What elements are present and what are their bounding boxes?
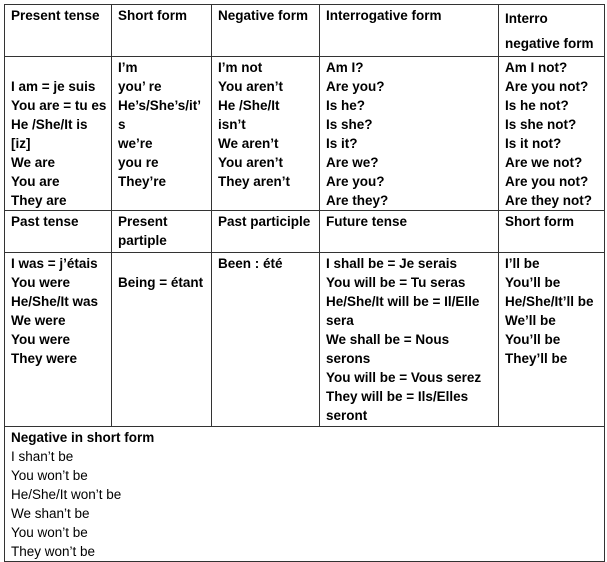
interro-negative-line: Are we not?	[505, 155, 583, 170]
past-line: You were	[11, 275, 71, 290]
present-line: You are = tu es	[11, 98, 107, 113]
header-future-short-form: Short form	[499, 211, 605, 253]
interrogative-line: Is he?	[326, 98, 366, 113]
future-line: They will be = Ils/Elles seront	[326, 389, 469, 423]
interro-negative-line: Is he not?	[505, 98, 569, 113]
negative-short-line: I shan’t be	[11, 449, 74, 464]
short-line: I’m	[118, 60, 138, 75]
future-line: You will be = Tu seras	[326, 275, 466, 290]
header-present-tense: Present tense	[5, 5, 112, 57]
present-line: I am = je suis	[11, 79, 96, 94]
interrogative-line: Are you?	[326, 79, 385, 94]
present-line: You are	[11, 174, 60, 189]
future-tense-cell	[320, 253, 499, 427]
interrogative-line: Is it?	[326, 136, 358, 151]
future-short-form-cell	[499, 253, 605, 427]
future-short-line: He/She/It’ll be	[505, 294, 594, 309]
short-line: you’ re	[118, 79, 162, 94]
present-line: [iz]	[11, 136, 31, 151]
future-short-line: We’ll be	[505, 313, 556, 328]
past-line: We were	[11, 313, 66, 328]
negative-line: I’m not	[218, 60, 263, 75]
negative-line: isn’t	[218, 117, 246, 132]
future-line: He/She/It will be = Il/Elle sera	[326, 294, 480, 328]
interro-negative-line: Are you not?	[505, 174, 589, 189]
header-present-participle: Present partiple	[112, 211, 212, 253]
present-participle-cell: Being = étant	[112, 253, 212, 427]
negative-line: You aren’t	[218, 155, 284, 170]
interrogative-line: Am I?	[326, 60, 364, 75]
tense-row	[5, 253, 605, 427]
interro-negative-line: Am I not?	[505, 60, 568, 75]
negative-short-line: He/She/It won’t be	[11, 487, 122, 502]
negative-line: They aren’t	[218, 174, 291, 189]
short-form-cell	[112, 57, 212, 211]
future-short-line: They’ll be	[505, 351, 568, 366]
future-short-line: You’ll be	[505, 275, 561, 290]
past-line: You were	[11, 332, 71, 347]
header-future-tense: Future tense	[320, 211, 499, 253]
negative-line: You aren’t	[218, 79, 284, 94]
past-tense-cell	[5, 253, 112, 427]
past-participle-cell: Been : été	[212, 253, 320, 427]
header-row-1	[5, 5, 605, 57]
past-line: They were	[11, 351, 78, 366]
short-line: He’s/She’s/it’	[118, 98, 202, 113]
interro-negative-line: Are you not?	[505, 79, 589, 94]
interro-negative-line: Is she not?	[505, 117, 577, 132]
header-past-tense: Past tense	[5, 211, 112, 253]
future-short-line: You’ll be	[505, 332, 561, 347]
interrogative-line: Are they?	[326, 193, 389, 208]
interrogative-form-cell	[320, 57, 499, 211]
short-line: They’re	[118, 174, 167, 189]
negative-short-line: They won’t be	[11, 544, 96, 559]
past-line: I was = j’étais	[11, 256, 98, 271]
future-short-line: I’ll be	[505, 256, 540, 271]
present-line: He /She/It is	[11, 117, 88, 132]
grammar-table	[4, 4, 605, 562]
header-interro-negative-form: Interro negative form	[499, 5, 605, 57]
interrogative-line: Are you?	[326, 174, 385, 189]
present-line: They are	[11, 193, 67, 208]
interro-negative-form-cell	[499, 57, 605, 211]
present-tense-cell	[5, 57, 112, 211]
interrogative-line: Is she?	[326, 117, 373, 132]
short-line: you re	[118, 155, 159, 170]
negative-line: He /She/It	[218, 98, 280, 113]
header-past-participle: Past participle	[212, 211, 320, 253]
header-negative-form: Negative form	[212, 5, 320, 57]
future-line: You will be = Vous serez	[326, 370, 482, 385]
negative-form-cell	[212, 57, 320, 211]
negative-short-line: We shan’t be	[11, 506, 90, 521]
short-line: we’re	[118, 136, 153, 151]
header-row-2	[5, 211, 605, 253]
negative-short-row	[5, 427, 605, 562]
header-short-form: Short form	[112, 5, 212, 57]
interro-negative-line: Is it not?	[505, 136, 562, 151]
interro-negative-line: Are they not?	[505, 193, 593, 208]
negative-short-form-cell	[5, 427, 605, 562]
negative-short-line: You won’t be	[11, 525, 88, 540]
header-interrogative-form: Interrogative form	[320, 5, 499, 57]
negative-short-form-title: Negative in short form	[11, 430, 155, 445]
future-line: We shall be = Nous serons	[326, 332, 450, 366]
present-line: We are	[11, 155, 56, 170]
interrogative-line: Are we?	[326, 155, 379, 170]
conjugation-row	[5, 57, 605, 211]
negative-line: We aren’t	[218, 136, 279, 151]
negative-short-line: You won’t be	[11, 468, 88, 483]
past-line: He/She/It was	[11, 294, 99, 309]
short-line: s	[118, 117, 126, 132]
future-line: I shall be = Je serais	[326, 256, 457, 271]
